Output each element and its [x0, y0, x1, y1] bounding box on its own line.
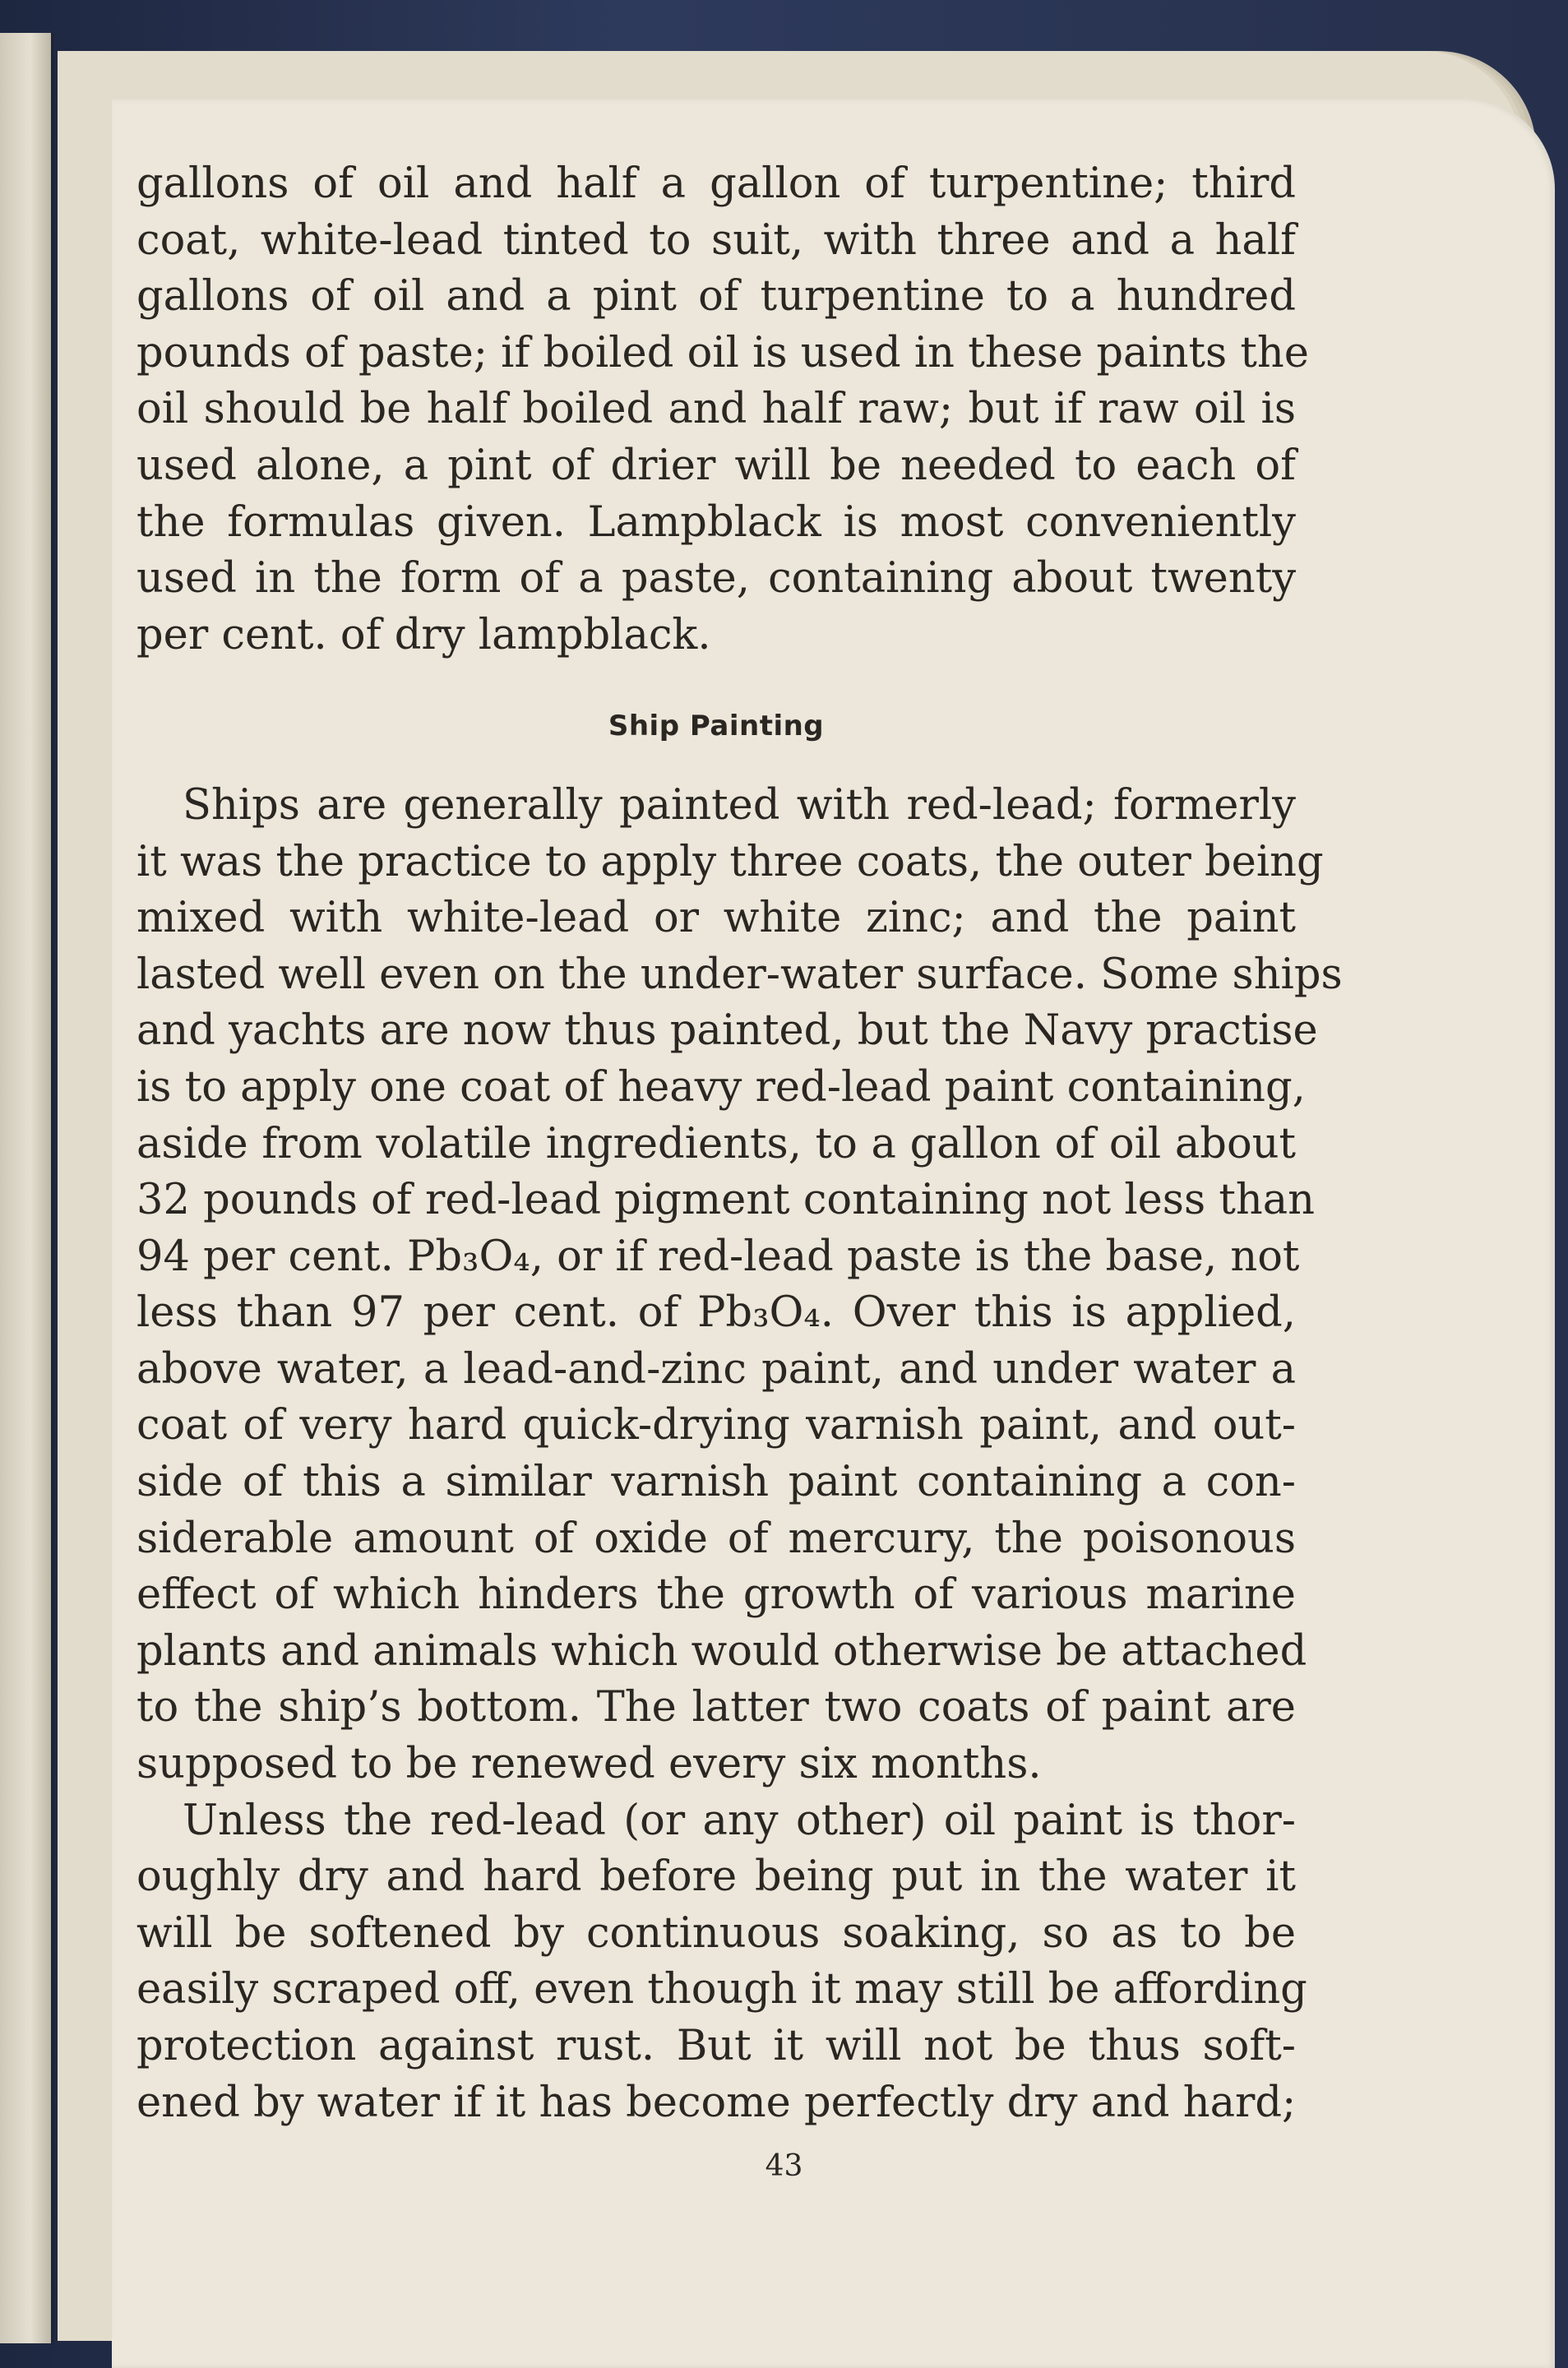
- text-line: 94 per cent. Pb₃O₄, or if red-lead paste is the base, not: [136, 1232, 1300, 1281]
- text-line: will be softened by continuous soaking, so as to be: [136, 1908, 1296, 1958]
- text-line: effect of which hinders the growth of various marine: [136, 1570, 1296, 1620]
- text-line: Ships are generally painted with red-lead; formerly: [183, 780, 1296, 830]
- text-line: lasted well even on the under-water surface. Some ships: [136, 950, 1343, 999]
- text-line: gallons of oil and half a gallon of turpentine; third: [136, 160, 1296, 208]
- text-line: ened by water if it has become perfectly dry and hard;: [136, 2078, 1297, 2127]
- text-line: oil should be half boiled and half raw; but if raw oil is: [136, 385, 1296, 434]
- text-line: mixed with white-lead or white zinc; and the paint: [136, 894, 1296, 943]
- text-line: per cent. of dry lampblack.: [136, 610, 711, 659]
- text-line: it was the practice to apply three coats, the outer being: [136, 837, 1324, 886]
- text-line: siderable amount of oxide of mercury, the poisonous: [136, 1514, 1296, 1563]
- text-line: the formulas given. Lampblack is most conveniently: [136, 497, 1296, 547]
- text-line: Unless the red-lead (or any other) oil paint is thor-: [183, 1796, 1296, 1845]
- text-line: supposed to be renewed every six months.: [136, 1740, 1042, 1789]
- text-line: above water, a lead-and-zinc paint, and under water a: [136, 1344, 1296, 1394]
- paragraph-ship-painting: [136, 778, 1343, 1793]
- text-line: oughly dry and hard before being put in the water it: [136, 1852, 1296, 1902]
- text-line: and yachts are now thus painted, but the Navy practise: [136, 1006, 1318, 1056]
- text-line: used alone, a pint of drier will be needed to each of: [136, 441, 1296, 490]
- text-line: pounds of paste; if boiled oil is used in these paints the: [136, 328, 1309, 377]
- text-line: used in the form of a paste, containing about twenty: [136, 554, 1296, 604]
- text-line: gallons of oil and a pint of turpentine to a hundred: [136, 272, 1296, 321]
- text-line: easily scraped off, even though it may still be affording: [136, 1965, 1307, 2014]
- facing-page-edge: [0, 33, 53, 2343]
- text-line: is to apply one coat of heavy red-lead paint containing,: [136, 1062, 1306, 1112]
- text-line: coat of very hard quick-drying varnish paint, and out-: [136, 1401, 1296, 1450]
- text-line: to the ship’s bottom. The latter two coats of paint are: [136, 1683, 1296, 1732]
- section-heading: Ship Painting: [608, 710, 825, 743]
- top-paragraph: [136, 156, 1309, 664]
- text-line: protection against rust. But it will not be thus soft-: [136, 2022, 1296, 2070]
- paragraph-unless: [136, 1793, 1307, 2132]
- text-line: side of this a similar varnish paint containing a con-: [136, 1458, 1296, 1507]
- text-line: coat, white-lead tinted to suit, with three and a half: [136, 215, 1296, 265]
- text-line: 32 pounds of red-lead pigment containing not less than: [136, 1176, 1315, 1225]
- text-line: aside from volatile ingredients, to a gallon of oil about: [136, 1119, 1296, 1168]
- page-number: 43: [765, 2149, 803, 2183]
- text-line: less than 97 per cent. of Pb₃O₄. Over this is applied,: [136, 1288, 1296, 1338]
- text-line: plants and animals which would otherwise be attached: [136, 1626, 1307, 1676]
- page-text: [136, 156, 1343, 2131]
